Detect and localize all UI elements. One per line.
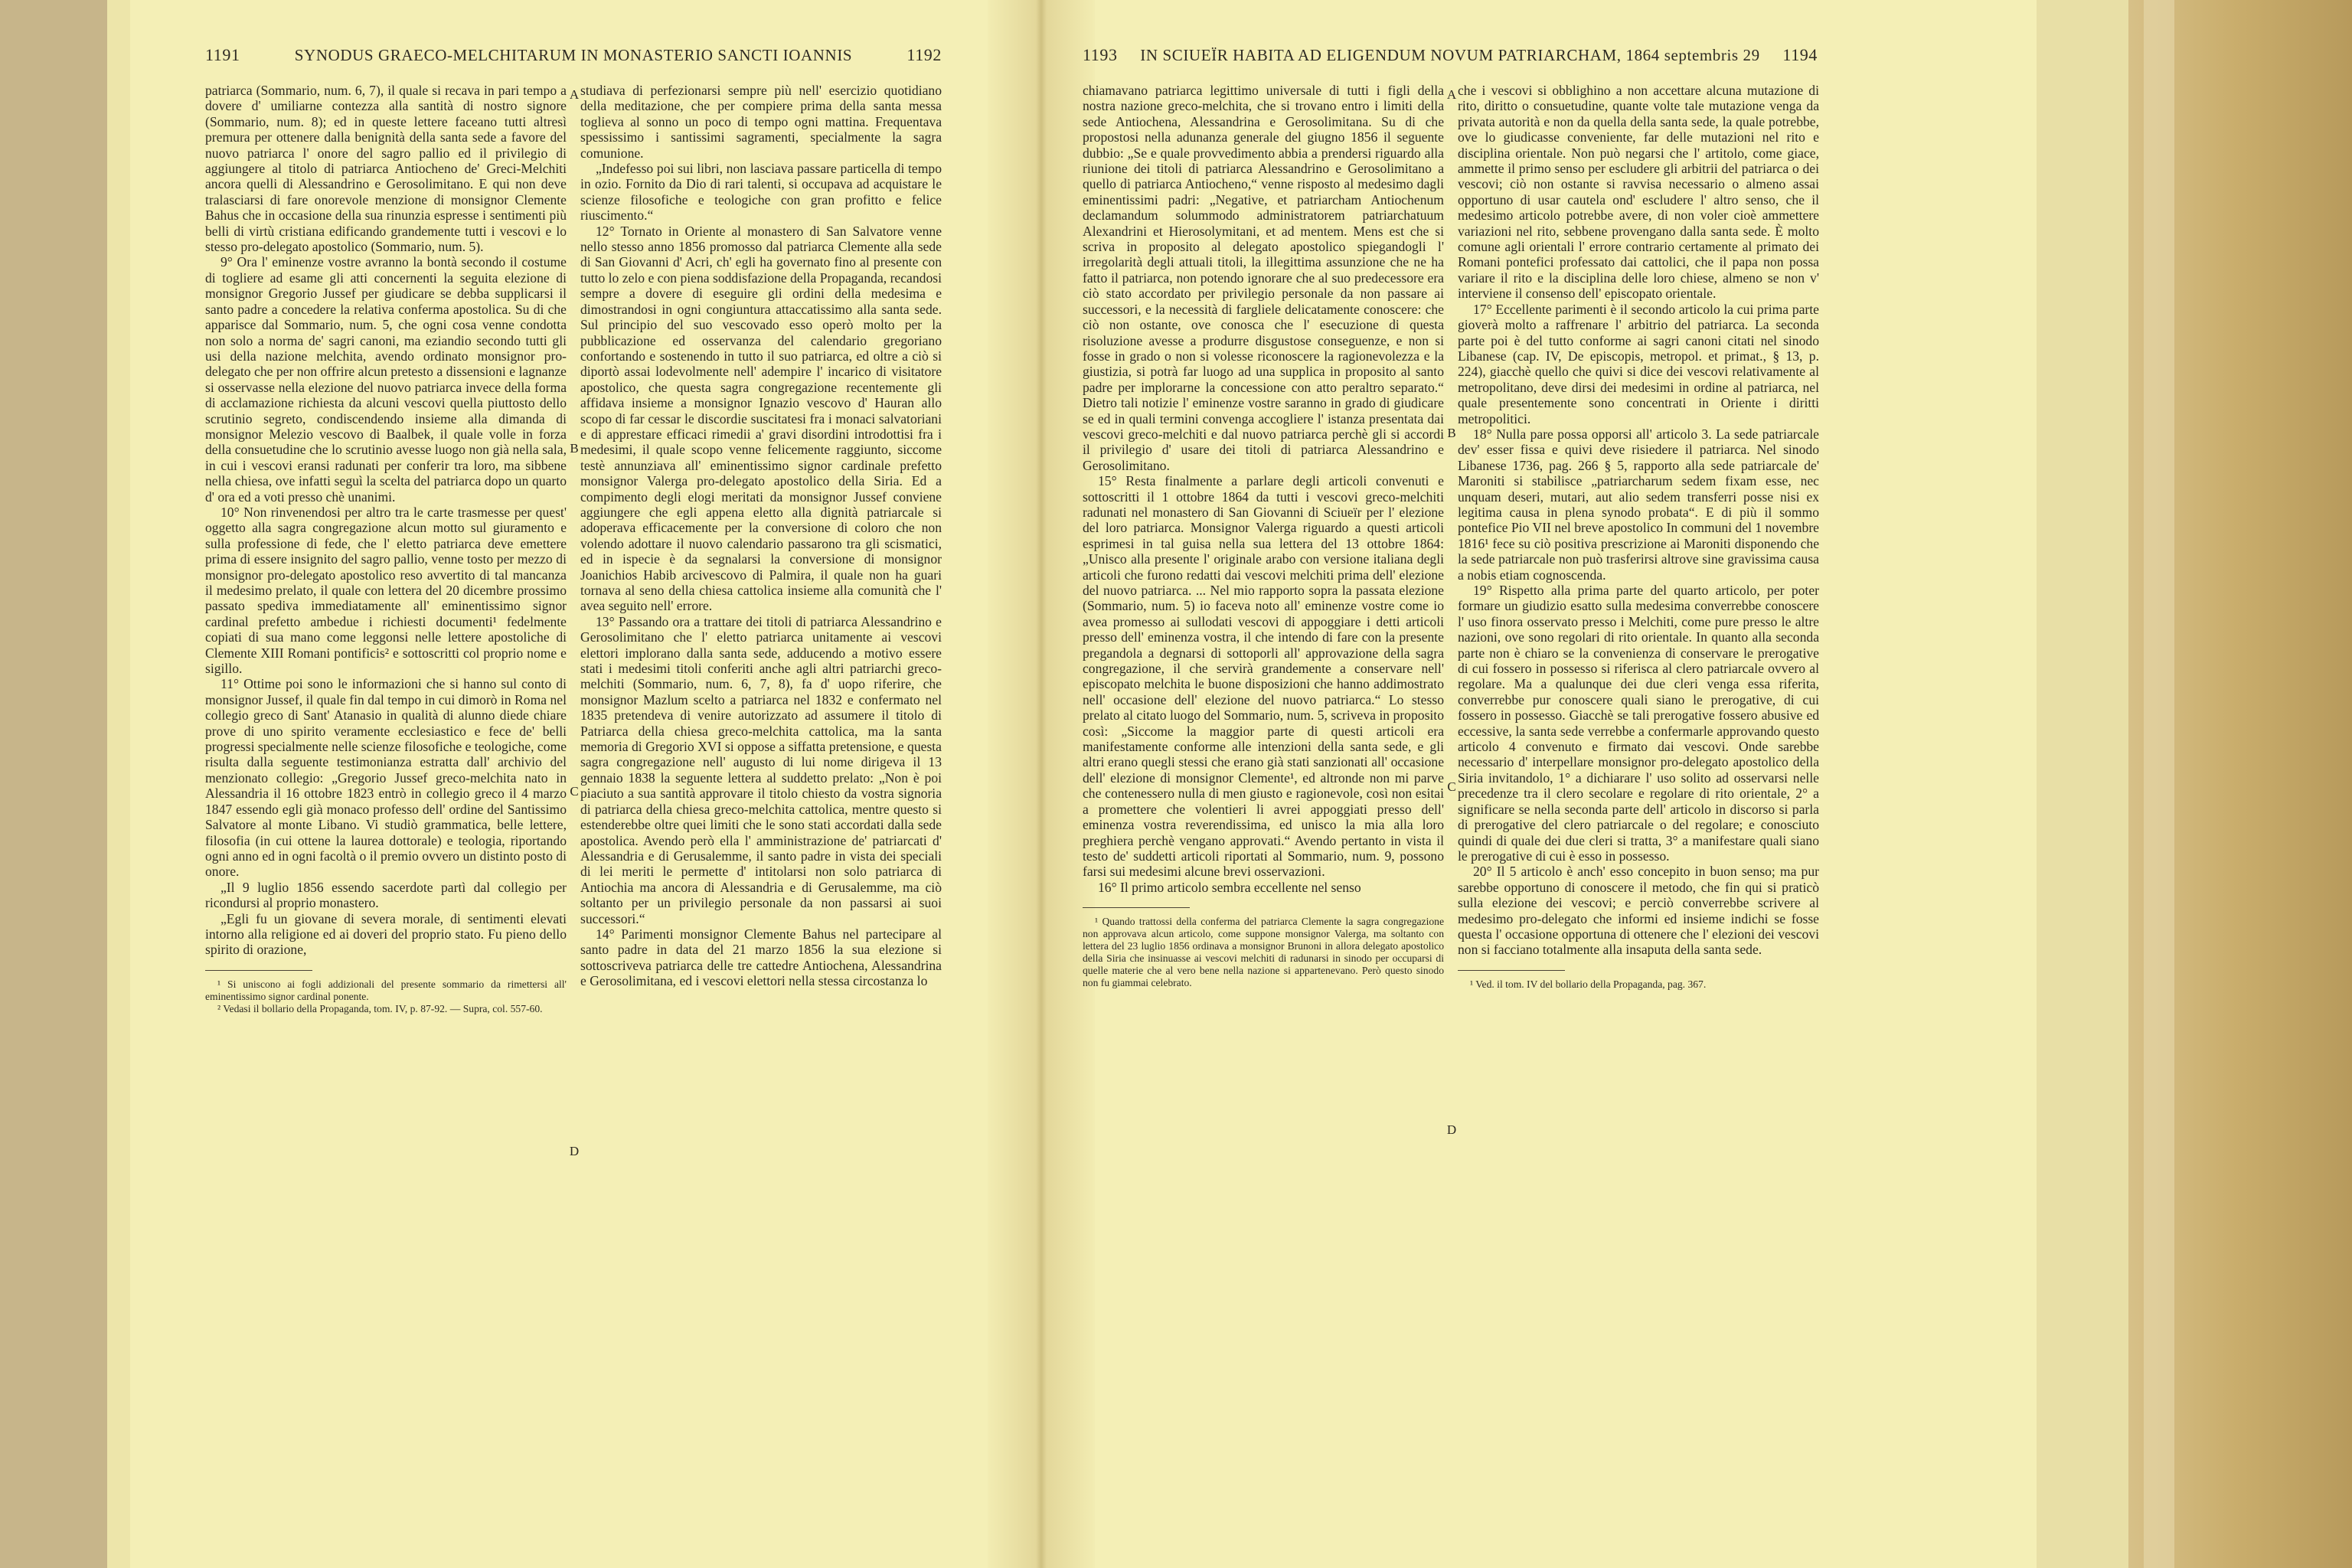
board-light-strip — [2144, 0, 2174, 1568]
column-1191 — [205, 83, 567, 1507]
paragraph: 13° Passando ora a trattare dei titoli di patriarca Alessandrino e Gerosolimitano che l' eletto patriarca unitamente ai vescovi elettori implorano dalla santa sede, adducendo a motivo essere stati i medesimi titoli conferiti anche agli altri patriarchi greco-melchiti (Sommario, num. 6, 7, 8), fa d' uopo riferire, che monsignor Mazlum scelto a patriarca nel 1832 e confermato nel 1835 pretendeva di venire autorizzato ad assumere il titolo di Patriarca della chiesa greco-melchita cattolica, ma la santa memoria di Gregorio XVI si oppose a siffatta pretensione, e questa sagra congregazione nell' augusto di lui nome dirigeva il 13 gennaio 1838 la seguente lettera al suddetto prelato: „Non è poi piaciuto a sua santità approvare il titolo chiesto da vostra signoria di patriarca della chiesa greco-melchita cattolica, mentre questo si estenderebbe oltre quei limiti che le sono stati accordati dalla sede apostolica. Avendo però ella l' amministrazione de' patriarcati d' Alessandria e di Gerusalemme, il santo padre in vista dei speciali di lei meriti le permette d' intitolarsi non solo patriarca di Antiochia ma ancora di Alessandria e di Gerusalemme, ma ciò soltanto per un privilegio personale da non passarsi ai suoi successori.“ — [580, 613, 942, 926]
gutter-shadow — [988, 0, 1095, 1568]
paragraph: che i vescovi si obblighino a non accettare alcuna mutazione di rito, diritto o consuetudine, quante volte tale mutazione venga da privata autorità e non da quella della santa sede, la quale potrebbe, ove lo giudicasse conveniente, far delle mutazioni nel rito e disciplina orientale. Non può negarsi che l' artitolo, come giace, ammette il primo senso per escludere gli arbitrii del patriarca o dei vescovi; ciò non ostante si ravvisa necessario o almeno assai opportuno di usar cautela ond' escludere l' altro senso, che il medesimo articolo potrebbe avere, di non voler cioè ammettere variazioni nel rito, sebbene provengano dalla santa sede. È molto comune agli orientali l' errore contrario certamente al primato dei Romani pontefici professato dai cattolici, che il papa non possa variare il rito e la disciplina delle loro chiese, almeno se non v' interviene il consenso dell' episcopato orientale. — [1458, 83, 1819, 302]
footnotes — [1083, 916, 1444, 989]
paragraph: 19° Rispetto alla prima parte del quarto articolo, per poter formare un giudizio esatto sulla medesima converrebbe conoscere l' uso finora osservato presso i Melchiti, come pure presso le altre nazioni, ove sono regolari di rito orientale. In quanto alla seconda parte non è chiaro se la convenienza di conservare le prerogative di cui fossero in possesso si riferisca al clero patriarcale ovvero al regolare. Ma a qualunque dei due cleri venga essa riferita, converrebbe pur conoscere quali siano le prerogative, di cui fossero in possesso. Giacchè se tali prerogative fossero abusive ed eccessive, la santa sede verrebbe a confermarle approvando questo articolo 4 convenuto e firmato dai vescovi. Onde sarebbe necessario d' interpellare monsignor pro-delegato apostolico della Siria invitandolo, 1° a dichiarare l' uso solito ad osservarsi nelle precedenze tra il clero secolare e regolare di rito orientale, 2° a significare se nella seconda parte dell' articolo in discorso si parla di prerogative del clero patriarcale o del regolare; e conosciuto quindi di quale dei due cleri si tratta, 3° a manifestare quali siano le prerogative di cui è esso in possesso. — [1458, 583, 1819, 864]
paragraph: patriarca (Sommario, num. 6, 7), il quale si recava in pari tempo a dovere d' umiliarne contezza alla santità di nostro signore (Sommario, num. 8); ed in queste lettere faceano tutti altresì premura per ottenere dalla benignità della santa sede a favore del nuovo patriarca l' onore del sagro pallio ed il privilegio di aggiungere al titolo di patriarca Antiocheno de' Greci-Melchiti ancora quelli di Alessandrino e Gerosolimitano. E qui non deve tralasciarsi di fare onorevole menzione di monsignor Clemente Bahus che in occasione della sua rinunzia espresse i sentimenti più belli di virtù cristiana edificando grandemente tutti i vescovi e lo stesso pro-delegato apostolico (Sommario, num. 5). — [205, 83, 567, 255]
page-number-1193: 1193 — [1083, 45, 1118, 64]
paragraph: „Indefesso poi sui libri, non lasciava passare particella di tempo in ozio. Fornito da Dio di rari talenti, si occupava ad acquistare le scienze filosofiche e teologiche con gran profitto e felice riuscimento.“ — [580, 161, 942, 224]
margin-letter-a-left: A — [569, 87, 580, 102]
paragraph: 12° Tornato in Oriente al monastero di San Salvatore venne nello stesso anno 1856 promosso dal patriarca Clemente alla sede di San Giovanni d' Acri, ch' egli ha governato fino al presente con tutto lo zelo e con piena soddisfazione della Propaganda, recandosi sempre a dovere di eseguire gli ordini della medesima e dimostrandosi in ogni congiuntura attaccatissimo alla santa sede. Sul principio del suo vescovado esso operò molto per la pubblicazione ed osservanza del calendario gregoriano confortando e sostenendo in tutto il suo patriarca, ed oltre a ciò si diportò assai lodevolmente nell' adempire l' incarico di visitatore apostolico, che questa sagra congregazione recentemente gli affidava insieme a monsignor Ignazio vescovo d' Hauran allo scopo di far cessar le discordie suscitatesi fra i monaci salvatoriani e di apprestare efficaci rimedii a' gravi disordini introdottisi fra i medesimi, il quale scopo venne felicemente raggiunto, siccome testè annunziava all' eminentissimo signor cardinale prefetto monsignor Valerga pro-delegato apostolico della Siria. Ed a compimento degli elogi meritati da monsignor Jussef conviene aggiungere che egli appena eletto alla dignità patriarcale si adoperava efficacemente per la conversione di coloro che non volendo adottare il nuovo calendario passarono tra gli scismatici, ed in ispecie è da segnalarsi la conversione di monsignor Joanichios Habib arcivescovo di Palmira, il quale non ha guari tornava al seno della chiesa cattolica insieme alla comunità che l' avea seguito nell' errore. — [580, 223, 942, 614]
paragraph: 20° Il 5 articolo è anch' esso concepito in buon senso; ma pur sarebbe opportuno di conoscere il metodo, che fin qui si praticò sulla elezione dei vescovi; e perciò converrebbe scrivere al medesimo pro-delegato che informi ed insieme indichi se fosse questa l' occasione opportuna di ottenere che l' elezioni dei vescovi non si facciano totalmente alla insaputa della santa sede. — [1458, 864, 1819, 958]
left-page-header — [205, 40, 942, 70]
footnote-rule — [205, 970, 312, 971]
footnote: ¹ Si uniscono ai fogli addizionali del presente sommario da rimettersi all' eminentissimo signor cardinal ponente. — [205, 978, 567, 1002]
column-1193 — [1083, 83, 1444, 1507]
footnote: ¹ Quando trattossi della conferma del patriarca Clemente la sagra congregazione non approvava alcun articolo, come suppone monsignor Valerga, ma soltanto con lettera del 23 luglio 1856 ordinava a monsignor Brunoni in allora delegato apostolico della Siria che insinuasse ai vescovi melchiti di radunarsi in sinodo per occuparsi di quelle materie che al vero bene nella nazione si appartenevano. Però questo sinodo non fu giammai celebrato. — [1083, 916, 1444, 989]
page-stack-edge — [2029, 0, 2128, 1568]
paragraph: 11° Ottime poi sono le informazioni che si hanno sul conto di monsignor Jussef, il quale fin dal tempo in cui dimorò in Roma nel collegio greco di Sant' Atanasio in qualità di alunno diede chiare prove di uno spirito veramente ecclesiastico e fece de' belli progressi specialmente nelle scienze filosofiche e teologiche, come risulta dalla seguente testimonianza estratta dall' archivio del menzionato collegio: „Gregorio Jussef greco-melchita nato in Alessandria il 16 ottobre 1823 entrò in collegio greco il 4 marzo 1847 essendo egli già monaco professo dell' ordine del Santissimo Salvatore al monte Libano. Vi studiò grammatica, belle lettere, filosofia (in cui ottene la laurea dottorale) e teologia, riportando ogni anno ed in ogni facoltà o il premio ovvero un distinto posto di onore. — [205, 676, 567, 880]
paragraph: 18° Nulla pare possa opporsi all' articolo 3. La sede patriarcale dev' esser fissa e quivi deve risiedere il patriarca. Nel sinodo Libanese 1736, pag. 266 § 5, rapporto alla sede patriarcale de' Maroniti si stabilisce „patriarcharum sedem fixam esse, nec unquam deseri, mutari, aut alio sedem transferri posse nisi ex legitima causa in plena synodo probata“. E di più il sommo pontefice Pio VII nel breve apostolico In communi del 1 novembre 1816¹ fece su ciò positiva prescrizione ai Maroniti disponendo che la sede patriarcale non può trasferirsi altrove sine gravissima causa a nobis etiam cognoscenda. — [1458, 426, 1819, 583]
page-number-1194: 1194 — [1782, 45, 1818, 64]
paragraph: 15° Resta finalmente a parlare degli articoli convenuti e sottoscritti il 1 ottobre 1864 da tutti i vescovi greco-melchiti radunati nel monastero di San Giovanni di Sciueïr per l' elezione del loro patriarca. Monsignor Valerga riguardo a questi articoli esprimesi in tal guisa nella sua lettera del 13 ottobre 1864: „Unisco alla presente l' originale arabo con versione italiana degli articoli che furono redatti dai vescovi melchiti prima dell' elezione del nuovo patriarca. ... Nel mio rapporto sopra la passata elezione (Sommario, num. 5) io faceva noto all' eminenze vostre come io avea promesso ai sullodati vescovi di appoggiare i detti articoli presso dell' eminenza vostra, il che intendo di fare con la presente pregandola a degnarsi di sottoporli all' approvazione della sagra congregazione, il che servirà grandemente a conservare nell' episcopato melchita le buone disposizioni che hanno addimostrato nell' occasione dell' elezione del nuovo patriarca.“ Lo stesso prelato al citato luogo del Sommario, num. 5, scriveva in proposito così: „Siccome la maggior parte di questi articoli era manifestamente conforme alle intenzioni della santa sede, e gli altri erano quegli stessi che erano già stati sanzionati all' occasione dell' elezione di monsignor Clemente¹, ed altronde non mi parve che contenessero nulla di men giusto e ragionevole, così non esitai a promettere che volentieri li avrei appoggiati presso dell' eminenza vostra reverendissima, ed unisco la mia alla loro preghiera perchè vengano approvati.“ Avendo pertanto in vista il testo de' suddetti articoli riportati al Sommario, num. 9, possono farsi sui medesimi alcune brevi osservazioni. — [1083, 473, 1444, 880]
paragraph: 10° Non rinvenendosi per altro tra le carte trasmesse per quest' oggetto alla sagra congregazione alcun motto sul giuramento e sulla professione di fede, che l' eletto patriarca deve emettere prima di essere insignito del sagro pallio, venne tosto per mezzo di monsignor pro-delegato apostolico reso avvertito di tal mancanza il medesimo prelato, il quale con lettera del 20 dicembre prossimo passato spediva immediatamente all' eminentissimo signor cardinal prefetto ambedue i richiesti documenti¹ fedelmente copiati di sua mano come leggonsi nelle lettere apostoliche di Clemente XIII Romani pontificis² e sottoscritti col proprio nome e sigillo. — [205, 504, 567, 677]
right-running-title: IN SCIUEÏR HABITA AD ELIGENDUM NOVUM PATRIARCHAM, 1864 septembris 29 — [1140, 45, 1760, 64]
margin-letter-a-right: A — [1446, 87, 1457, 102]
footnotes — [1458, 978, 1819, 991]
footnote-rule — [1083, 907, 1190, 908]
margin-letter-b-right: B — [1447, 426, 1456, 440]
paragraph: 14° Parimenti monsignor Clemente Bahus nel partecipare al santo padre in data del 21 marzo 1856 la sua elezione si sottoscriveva patriarca delle tre cattedre Antiochena, Alessandrina e Gerosolimitana, ed i vescovi elettori nella stessa circostanza lo — [580, 926, 942, 989]
paragraph: chiamavano patriarca legittimo universale di tutti i figli della nostra nazione greco-melchita, che si trovano entro i limiti della sede Antiochena, Alessandrina e Gerosolimitana. Su di che propostosi nella adunanza generale del giugno 1856 il seguente dubbio: „Se e quale provvedimento abbia a prendersi riguardo alla riunione dei titoli di patriarca Alessandrino e Gerosolimitano a quello di patriarca Antiocheno,“ venne risposto al medesimo dagli eminentissimi padri: „Negative, et patriarcham Antiochenum declamandum solummodo administratorem patriarchatuum Alexandrini et Hierosolymitani, et ad mentem. Mens est che si scriva in proposito al delegato apostolico spiegandogli l' irregolarità degli attuali titoli, la illegittima assunzione che ne ha fatto il patriarca, non potendo ignorare che al suo predecessore era ciò stato accordato per privilegio personale da non passare ai successori, e la necessità di fargliele delicatamente conoscere: che ciò non ostante, ove conosca che l' esecuzione di questa risoluzione avesse a produrre disgustose conseguenze, e non si fosse in grado o non si volesse riconoscere la ragionevolezza e la giustizia, si potrà far luogo ad una supplica in proposito al santo padre per implorarne la concessione con atto peraltro separato.“ Dietro tali notizie l' eminenze vostre saranno in grado di giudicare se ed in quali termini convenga accogliere l' istanza presentata dai vescovi greco-melchiti e dal nuovo patriarca perchè gli si accordi il privilegio d' usare dei titoli di patriarca Alessandrino e Gerosolimitano. — [1083, 83, 1444, 473]
margin-letter-c-right: C — [1447, 779, 1456, 794]
footnote-rule — [1458, 970, 1565, 971]
footnote: ² Vedasi il bollario della Propaganda, tom. IV, p. 87-92. — Supra, col. 557-60. — [217, 1002, 543, 1014]
page-number-1191: 1191 — [205, 45, 240, 64]
right-page-header — [1083, 40, 1818, 70]
left-running-title: SYNODUS GRAECO-MELCHITARUM IN MONASTERIO SANCTI IOANNIS — [294, 45, 853, 64]
page-number-1192: 1192 — [906, 45, 942, 64]
paragraph: 16° Il primo articolo sembra eccellente nel senso — [1098, 879, 1361, 895]
margin-letter-d-left: D — [569, 1144, 580, 1158]
margin-letter-c-left: C — [570, 784, 579, 799]
margin-letter-d-right: D — [1446, 1122, 1457, 1137]
column-1192 — [580, 83, 942, 1507]
column-1194 — [1458, 83, 1819, 1507]
left-edge-shade — [107, 0, 130, 1568]
paragraph: „Il 9 luglio 1856 essendo sacerdote partì dal collegio per ricondursi al proprio monastero. — [205, 879, 567, 911]
margin-letter-b-left: B — [570, 441, 579, 456]
paragraph: studiava di perfezionarsi sempre più nell' esercizio quotidiano della meditazione, che per compiere prima della santa messa toglieva al sonno un poco di tempo ogni mattina. Frequentava spessissimo i santissimi sagramenti, specialmente la sagra comunione. — [580, 83, 942, 161]
paragraph: 17° Eccellente parimenti è il secondo articolo la cui prima parte gioverà molto a raffrenare l' arbitrio del patriarca. La seconda parte poi è del tutto conforme ai sagri canoni citati nel sinodo Libanese (cap. IV, De episcopis, metropol. et primat., § 13, p. 224), giacchè quello che quivi si dice dei vescovi relativamente al metropolitano, deve dirsi dei medesimi in ordine al patriarca, nel quale presentemente sono concentrati in Oriente i diritti metropolitici. — [1458, 301, 1819, 426]
footnotes — [205, 978, 567, 1015]
paragraph: „Egli fu un giovane di severa morale, di sentimenti elevati intorno alla religione ed ai doveri del proprio stato. Fu pieno dello spirito di orazione, — [205, 910, 567, 958]
paragraph: 9° Ora l' eminenze vostre avranno la bontà secondo il costume di togliere ad esame gli atti concernenti la seguita elezione di monsignor Gregorio Jussef per giudicare se debba supplicarsi il santo padre a concedere la relativa conferma apostolica. Su di che apparisce dal Sommario, num. 5, che ogni cosa venne condotta non solo a norma de' sagri canoni, ma eziandio secondo tutti gli usi della nazione melchita, avendo ordinato monsignor pro-delegato che per non offrire alcun pretesto a dissensioni e lagnanze si osservasse nella elezione del nuovo patriarca invece della forma di acclamazione richiesta da alcuni vescovi quella piuttosto dello scrutinio segreto, condiscendendo insieme alla dimanda di monsignor Melezio vescovo di Baalbek, il quale volle in forza della consuetudine che lo scrutinio avesse luogo non già nella sala, in cui i vescovi eransi radunati per conferir tra loro, ma sibbene nella chiesa, ove infatti seguì la scelta del patriarca dopo un quarto d' ora ed a voti presso chè unanimi. — [205, 254, 567, 505]
footnote: ¹ Ved. il tom. IV del bollario della Propaganda, pag. 367. — [1470, 978, 1707, 990]
